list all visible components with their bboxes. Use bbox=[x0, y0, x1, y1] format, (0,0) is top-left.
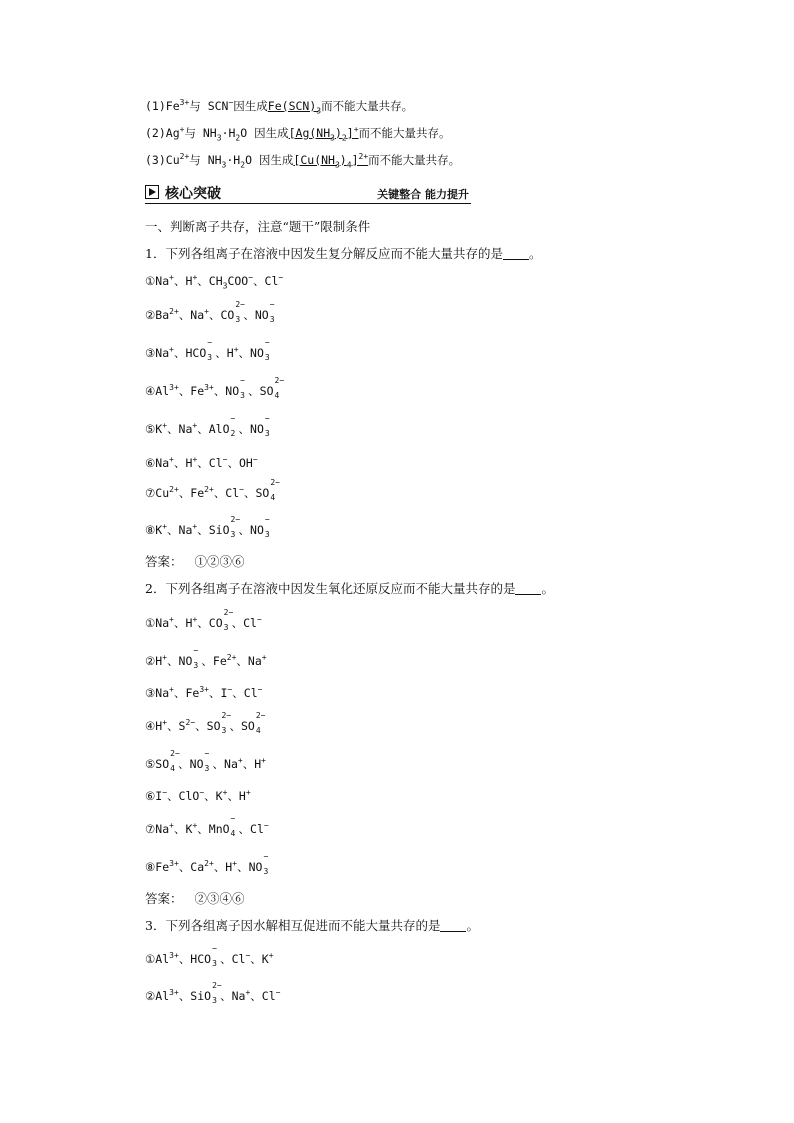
q2-option-1: ①Na+、H+、CO 2− 3 、Cl− bbox=[145, 608, 262, 632]
q1-option-8: ⑧K+、Na+、SiO 2− 3 、NO − 3 bbox=[145, 515, 270, 539]
q1-option-5: ⑤K+、Na+、AlO − 2 、NO − 3 bbox=[145, 414, 270, 438]
intro-line-2: (2)Ag+与 $NH_3\cdot H_2O$ 因生成$[Ag(NH_3)_2]^+$而不能大量共存。 bbox=[145, 125, 451, 143]
q2-option-8: $⑧Fe^{3+}$、$Ca^{2+}$、H+、NO − 3 bbox=[145, 852, 269, 876]
answer-blank bbox=[503, 248, 529, 260]
q1-stem: 1．下列各组离子在溶液中因发生复分解反应而不能大量共存的是 。 bbox=[145, 246, 542, 261]
q2-stem: 2．下列各组离子在溶液中因发生氧化还原反应而不能大量共存的是 。 bbox=[145, 581, 554, 596]
intro-line-3: $(3)Cu^{2+}$与 $NH_3\cdot H_2O$ 因生成$[Cu(NH_3)_4]^{2+}$而不能大量共存。 bbox=[145, 152, 461, 170]
q1-option-6: ⑥Na+、H+、Cl−、OH− bbox=[145, 455, 258, 470]
heading: 一、判断离子共存，注意“题干”限制条件 bbox=[145, 219, 371, 234]
q2-option-3: ③Na+、$Fe^{3+}$、I−、Cl− bbox=[145, 685, 263, 700]
q1-option-4: $④Al^{3+}$、$Fe^{3+}$、NO − 3 、SO 2− 4 bbox=[145, 376, 285, 400]
q1-option-3: ③Na+、HCO − 3 、H+、NO − 3 bbox=[145, 338, 270, 362]
q3-option-1: $①Al^{3+}$、HCO − 3 、Cl−、K+ bbox=[145, 944, 274, 968]
section-title: 核心突破 bbox=[165, 186, 221, 202]
play-icon bbox=[145, 185, 159, 199]
q3-stem: 3．下列各组离子因水解相互促进而不能大量共存的是 。 bbox=[145, 918, 479, 933]
answer-blank bbox=[440, 920, 466, 932]
answer-blank bbox=[515, 583, 541, 595]
q2-answer: 答案： ②③④⑥ bbox=[145, 891, 245, 906]
q2-option-4: ④H+、$S^{2-}$、SO 2− 3 、SO 2− 4 bbox=[145, 711, 266, 735]
q3-option-2: $②Al^{3+}$、SiO 2− 3 、Na+、Cl− bbox=[145, 981, 281, 1005]
q1-option-1: ①Na+、H+、$CH_3COO^-$、Cl− bbox=[145, 273, 284, 291]
section-subtitle: 关键整合 能力提升 bbox=[377, 188, 469, 201]
q2-option-6: ⑥I−、ClO−、K+、H+ bbox=[145, 788, 251, 803]
intro-line-1: $(1)Fe^{3+}$与 SCN−因生成$Fe(SCN)_3$而不能大量共存。 bbox=[145, 98, 414, 116]
q1-answer: 答案： ①②③⑥ bbox=[145, 554, 245, 569]
q1-option-7: $⑦Cu^{2+}$、$Fe^{2+}$、Cl−、SO 2− 4 bbox=[145, 478, 280, 502]
q2-option-5: ⑤SO 2− 4 、NO − 3 、Na+、H+ bbox=[145, 749, 266, 773]
q1-option-2: $②Ba^{2+}$、Na+、CO 2− 3 、NO − 3 bbox=[145, 300, 275, 324]
q2-option-2: ②H+、NO − 3 、$Fe^{2+}$、Na+ bbox=[145, 646, 267, 670]
q2-option-7: ⑦Na+、K+、MnO − 4 、Cl− bbox=[145, 814, 269, 838]
section-header bbox=[145, 183, 471, 204]
